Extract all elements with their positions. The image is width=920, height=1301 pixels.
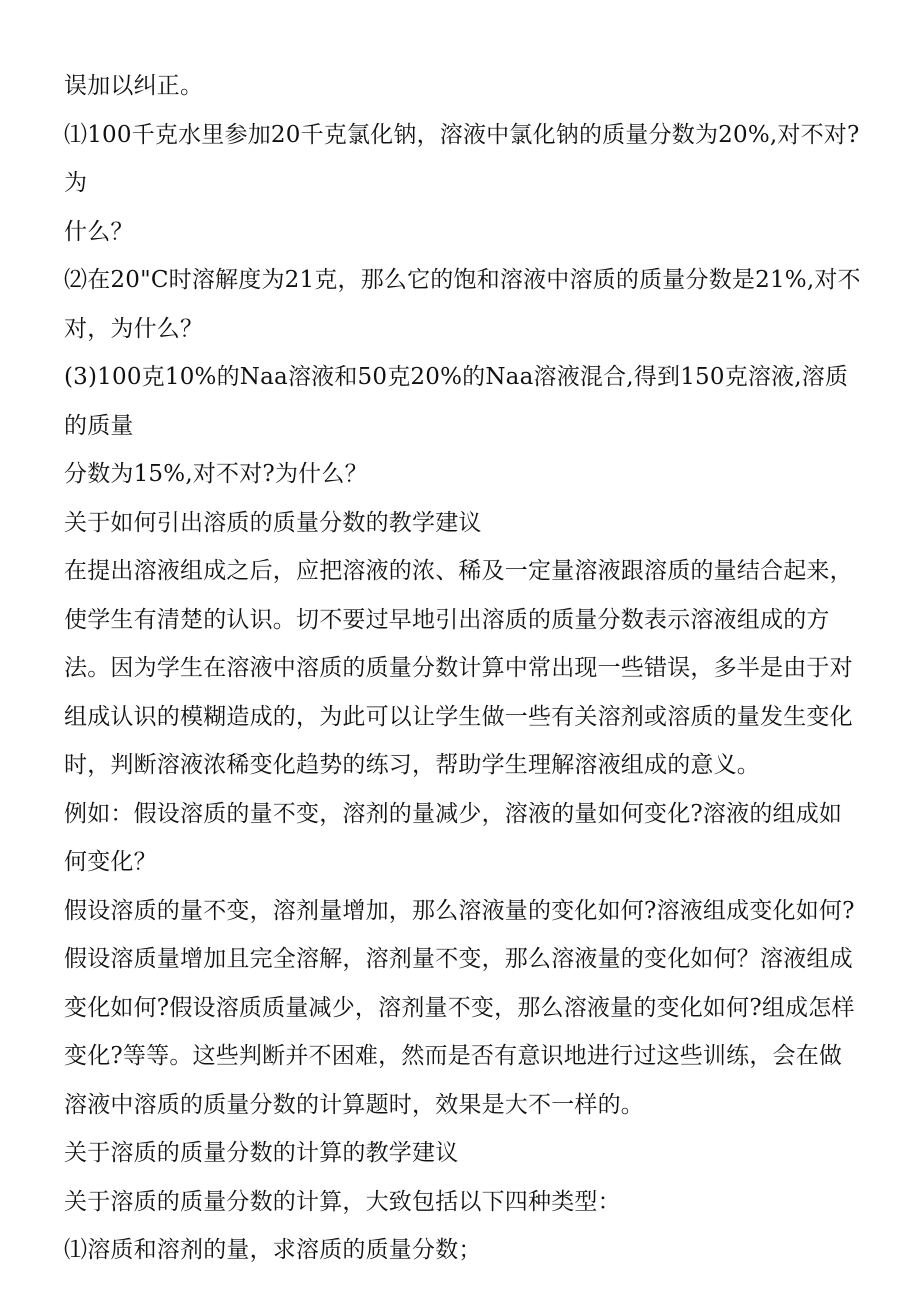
question-2-line-2: 对，为什么？: [64, 315, 204, 342]
paragraph-line: 使学生有清楚的认识。切不要过早地引出溶质的质量分数表示溶液组成的方: [64, 606, 830, 633]
section-heading-introduce-mass-fraction: 关于如何引出溶质的质量分数的教学建议: [64, 509, 482, 536]
paragraph-line: 组成认识的模糊造成的，为此可以让学生做一些有关溶剂或溶质的量发生变化: [64, 703, 853, 730]
paragraph-line: 关于溶质的质量分数的计算，大致包括以下四种类型：: [64, 1188, 621, 1215]
example-line: 何变化？: [64, 849, 157, 875]
question-1-line-2: 什么？: [64, 218, 134, 245]
paragraph-line: 时，判断溶液浓稀变化趋势的练习，帮助学生理解溶液组成的意义。: [64, 752, 760, 778]
example-line: 变化?等等。这些判断并不困难，然而是否有意识地进行过这些训练，会在做: [64, 1043, 843, 1069]
list-item-line: ⑴溶质和溶剂的量，求溶质的质量分数；: [64, 1237, 482, 1263]
example-line: 溶液中溶质的质量分数的计算题时，效果是大不一样的。: [64, 1091, 644, 1118]
section-heading-calculation: 关于溶质的质量分数的计算的教学建议: [64, 1140, 459, 1166]
example-line: 假设溶质的量不变，溶剂量增加，那么溶液量的变化如何?溶液组成变化如何?: [64, 897, 855, 924]
text-line: 误加以纠正。: [64, 73, 204, 99]
example-line: 例如：假设溶质的量不变，溶剂的量减少，溶液的量如何变化?溶液的组成如: [64, 800, 843, 827]
question-3-line-1: (3)100克10%的Naa溶液和50克20%的Naa溶液混合,得到150克溶液,溶质的质量: [64, 364, 849, 439]
example-line: 变化如何?假设溶质质量减少，溶剂量不变，那么溶液量的变化如何?组成怎样: [64, 994, 855, 1021]
question-2-line-1: ⑵在20"C时溶解度为21克，那么它的饱和溶液中溶质的质量分数是21%,对不: [64, 267, 861, 293]
example-line: 假设溶质量增加且完全溶解，溶剂量不变，那么溶液量的变化如何？溶液组成: [64, 946, 853, 972]
question-1-line-1: ⑴100千克水里参加20千克氯化钠，溶液中氯化钠的质量分数为20%,对不对?为: [64, 121, 860, 196]
paragraph-line: 法。因为学生在溶液中溶质的质量分数计算中常出现一些错误，多半是由于对: [64, 655, 853, 681]
document-body: [64, 62, 864, 1275]
question-3-line-2: 分数为15%,对不对?为什么？: [64, 461, 368, 487]
paragraph-line: 在提出溶液组成之后，应把溶液的浓、稀及一定量溶液跟溶质的量结合起来，: [64, 558, 853, 584]
